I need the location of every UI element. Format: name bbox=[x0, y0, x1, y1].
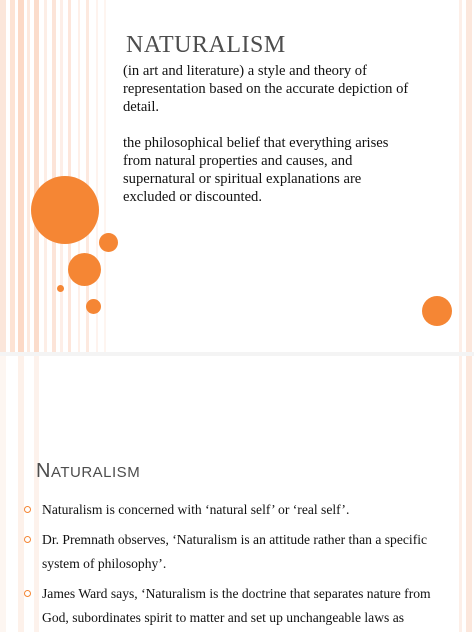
bullet-text: James Ward says, ‘Naturalism is the doctrine that separates nature from God, subordinates spirit to matter and set up unchangeable laws as bbox=[42, 586, 431, 625]
title-initial: N bbox=[36, 460, 51, 482]
decorative-circle-medium bbox=[68, 253, 101, 286]
slide-title bbox=[36, 460, 140, 483]
decorative-circle-large bbox=[31, 176, 99, 244]
slide-title: NATURALISM bbox=[126, 32, 286, 58]
definition-philosophy: the philosophical belief that everything arises from natural properties and causes, and supernatural or spiritual explanations are excluded or discounted. bbox=[123, 135, 389, 205]
list-item bbox=[22, 582, 442, 630]
decorative-circle-small bbox=[99, 233, 118, 252]
bullet-list bbox=[22, 498, 442, 632]
decorative-circle-small bbox=[86, 299, 101, 314]
list-item bbox=[22, 528, 442, 576]
slide-2 bbox=[0, 356, 474, 632]
right-decorative-stripes bbox=[456, 356, 474, 632]
bullet-icon bbox=[24, 590, 31, 597]
bullet-icon bbox=[24, 536, 31, 543]
decorative-circle-tiny bbox=[57, 285, 64, 292]
bullet-icon bbox=[24, 506, 31, 513]
bullet-text: Naturalism is concerned with ‘natural self’ or ‘real self’. bbox=[42, 502, 350, 517]
bullet-text: Dr. Premnath observes, ‘Naturalism is an attitude rather than a specific system of philosophy’. bbox=[42, 532, 428, 571]
definition-art-literature: (in art and literature) a style and theory of representation based on the accurate depiction of detail. bbox=[123, 63, 409, 115]
list-item bbox=[22, 498, 442, 522]
decorative-circle-right bbox=[422, 296, 452, 326]
right-decorative-stripes bbox=[456, 0, 474, 356]
title-rest: ATURALISM bbox=[50, 464, 141, 481]
